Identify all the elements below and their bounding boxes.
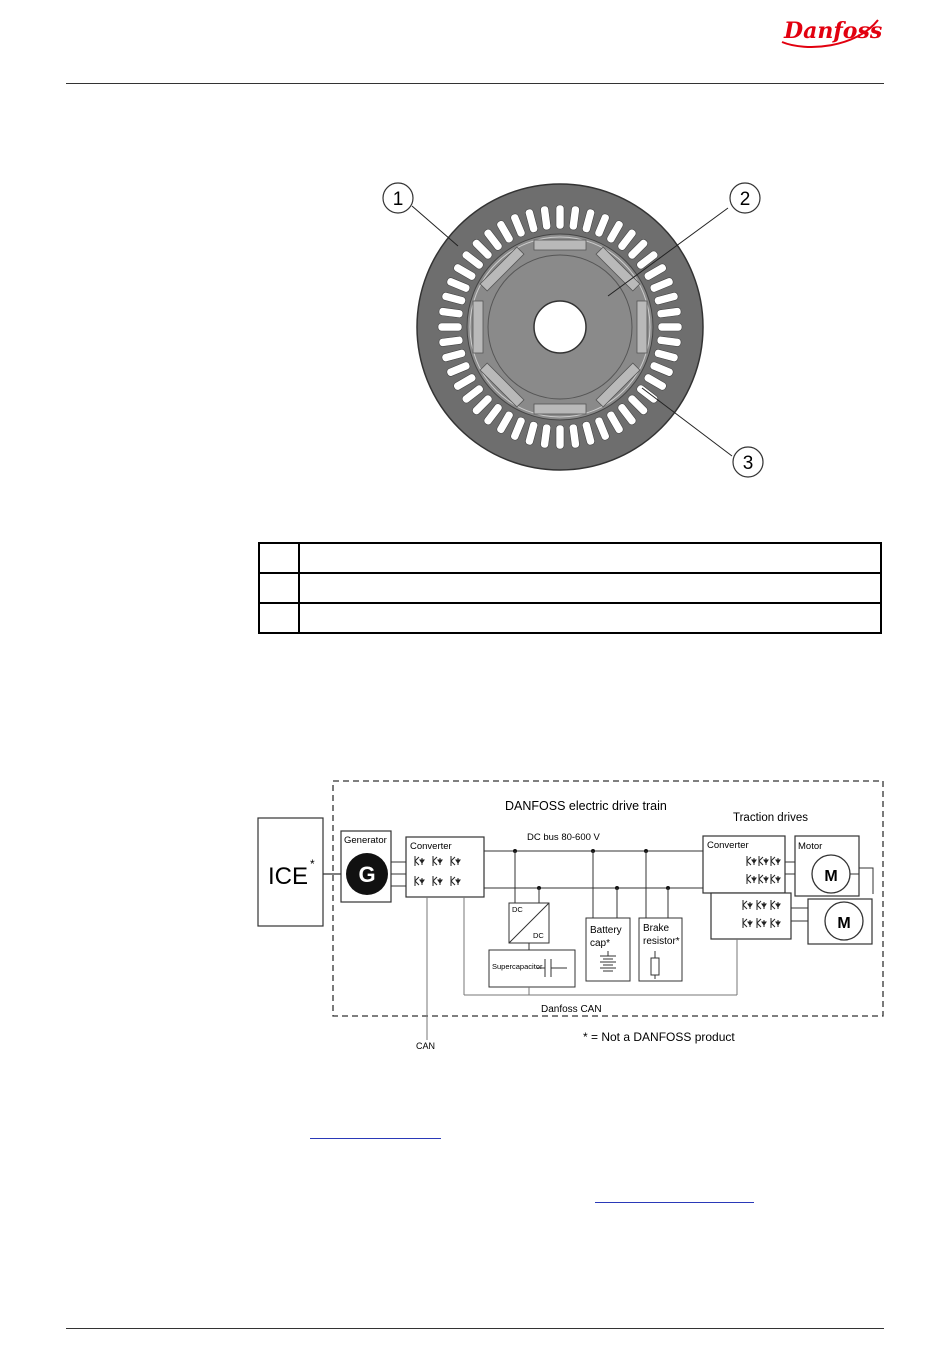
header-rule: [66, 83, 884, 84]
motor-1-letter: M: [824, 868, 838, 885]
legend-text: [299, 573, 881, 603]
battery-label-2: cap*: [590, 938, 611, 949]
legend-num: [259, 603, 299, 633]
brand-wordmark: Danfoss: [784, 18, 882, 44]
reference-link-1[interactable]: [310, 1138, 441, 1139]
legend-row-1: [259, 543, 881, 573]
legend-text: [299, 603, 881, 633]
callout-3: 3: [742, 453, 754, 474]
can-internal-label: Danfoss CAN: [541, 1004, 602, 1015]
motor-2-letter: M: [837, 915, 851, 932]
legend-num: [259, 543, 299, 573]
brake-label-1: Brake: [643, 923, 670, 934]
motor-cross-section-figure: [360, 170, 770, 490]
ice-marker: *: [310, 857, 315, 871]
stator-slot: [438, 323, 462, 331]
can-external-label: CAN: [416, 1041, 436, 1051]
motor-label: Motor: [798, 841, 823, 852]
legend-num: [259, 573, 299, 603]
converter-right-label: Converter: [707, 840, 749, 851]
supercapacitor-label: Supercapacitor: [492, 962, 543, 971]
system-title: DANFOSS electric drive train: [505, 799, 667, 813]
leader-line-1: [412, 206, 458, 246]
legend-table: [258, 542, 882, 634]
brake-label-2: resistor*: [643, 936, 680, 947]
stator-slot: [658, 323, 682, 331]
battery-label-1: Battery: [590, 925, 622, 936]
legend-row-3: [259, 603, 881, 633]
rotor-magnet: [473, 301, 483, 353]
converter-left-label: Converter: [410, 841, 452, 852]
shaft-hole: [534, 301, 586, 353]
legend-text: [299, 543, 881, 573]
footnote: * = Not a DANFOSS product: [583, 1030, 735, 1044]
ice-label: ICE: [268, 863, 309, 890]
generator-letter: G: [358, 862, 376, 887]
rotor-magnet: [637, 301, 647, 353]
reference-link-2[interactable]: [595, 1202, 754, 1203]
rotor-magnet: [534, 404, 586, 414]
generator-label: Generator: [344, 835, 387, 846]
callout-2: 2: [739, 189, 751, 210]
footer-rule: [66, 1328, 884, 1329]
traction-title: Traction drives: [733, 812, 808, 824]
stator-slot: [556, 205, 564, 229]
legend-row-2: [259, 573, 881, 603]
dcdc-top-label: DC: [512, 905, 523, 914]
resistor-symbol: [651, 958, 659, 975]
dcdc-bottom-label: DC: [533, 931, 544, 940]
converter-right-2: [711, 893, 791, 939]
drive-train-diagram: [255, 778, 887, 1058]
danfoss-logo: [776, 12, 882, 52]
callout-1: 1: [392, 189, 404, 210]
rotor-magnet: [534, 240, 586, 250]
dc-bus-label: DC bus 80-600 V: [527, 832, 600, 843]
stator-slot: [556, 425, 564, 449]
